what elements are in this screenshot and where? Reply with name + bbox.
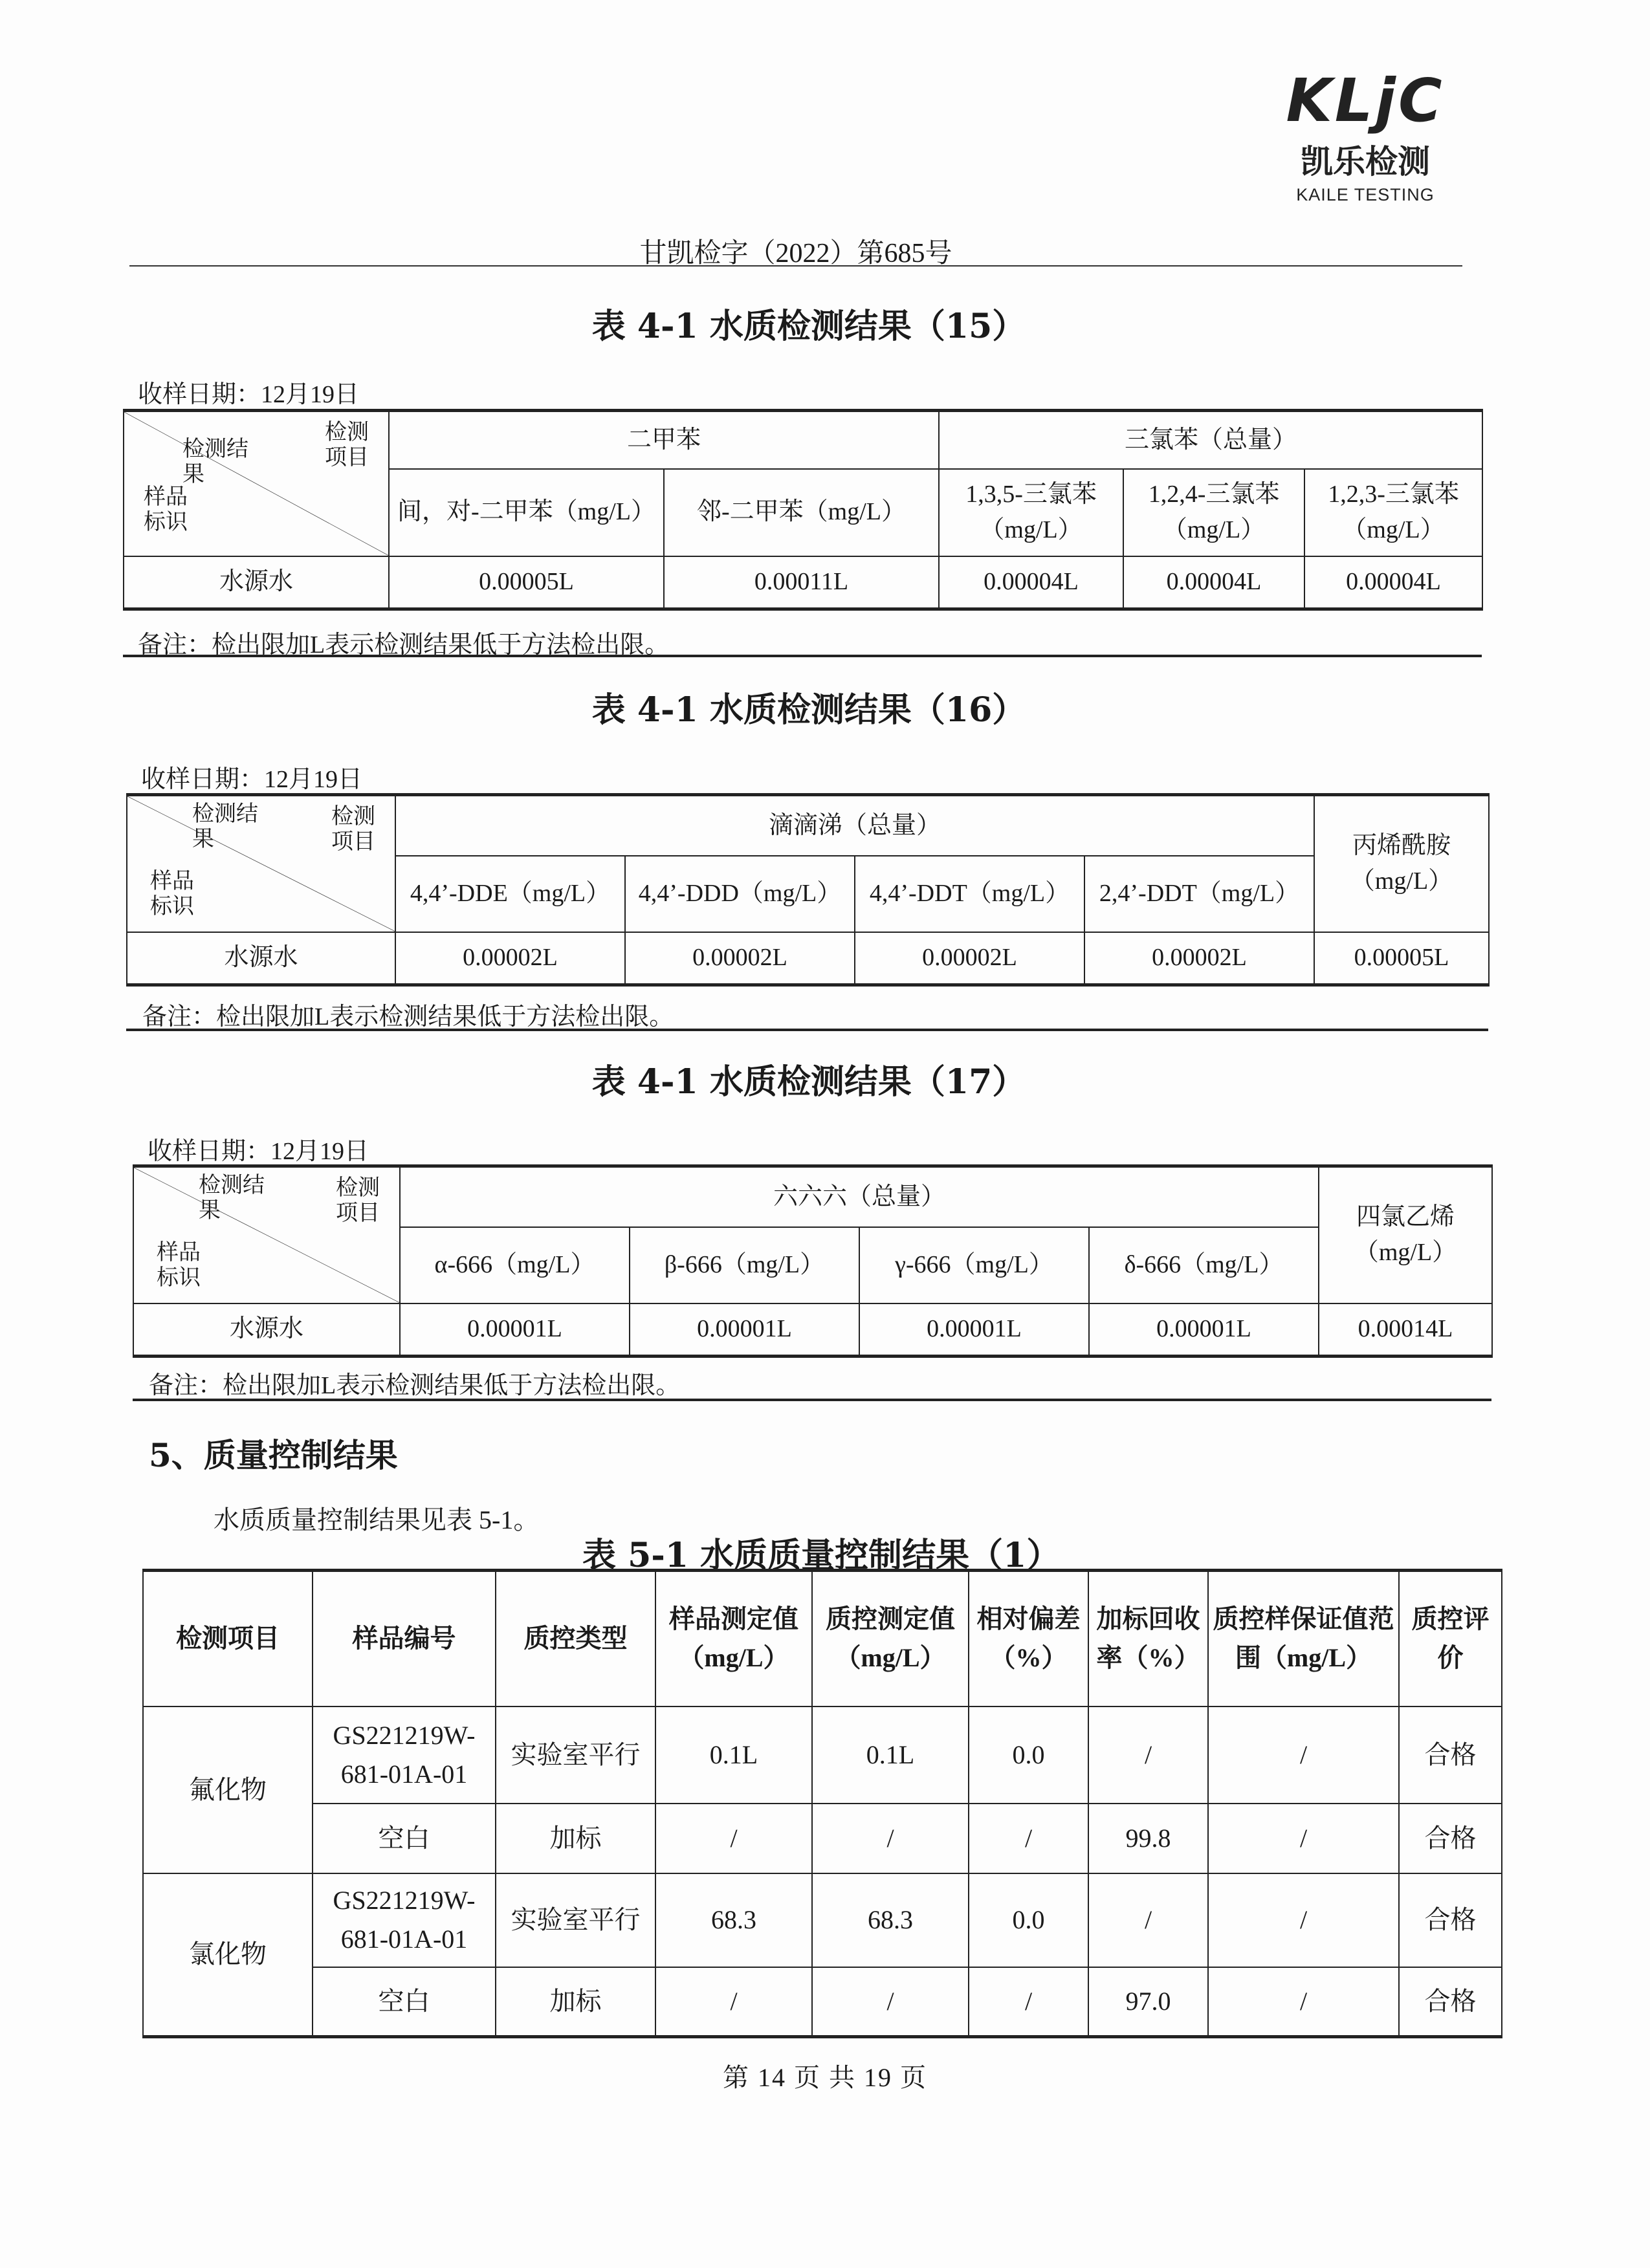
page-footer: 第 14 页 共 19 页 [723, 2063, 927, 2092]
result-cell: 0.00011L [664, 556, 939, 609]
logo-name-en: KAILE TESTING [1296, 185, 1435, 204]
qc-cell: 97.0 [1088, 1967, 1208, 2037]
group-header: 六六六（总量） [400, 1166, 1319, 1227]
company-logo [1281, 66, 1449, 205]
table-16-corner [127, 795, 395, 932]
column-header: 丙烯酰胺（mg/L） [1314, 795, 1489, 932]
result-cell: 0.00005L [1314, 932, 1489, 985]
row-label: 水源水 [133, 1303, 400, 1357]
column-header: 2,4’-DDT（mg/L） [1084, 856, 1314, 932]
table-17-receive-date: 收样日期：12月19日 [148, 1138, 369, 1165]
table-17-title: 表 4-1 水质检测结果（17） [591, 1062, 1026, 1102]
qc-cell: / [1208, 1706, 1399, 1804]
result-cell: 0.00001L [630, 1303, 859, 1357]
qc-header: 质控样保证值范围（mg/L） [1208, 1571, 1399, 1706]
table-17-remark: 备注：检出限加L表示检测结果低于方法检出限。 [149, 1372, 681, 1399]
table-16-title: 表 4-1 水质检测结果（16） [591, 690, 1026, 730]
qc-cell: 99.8 [1088, 1804, 1208, 1873]
result-cell: 0.00004L [1123, 556, 1304, 609]
column-header: 间，对-二甲苯（mg/L） [389, 469, 664, 556]
table-15-remark: 备注：检出限加L表示检测结果低于方法检出限。 [138, 631, 670, 659]
result-cell: 0.00014L [1319, 1303, 1492, 1357]
qc-header: 检测项目 [143, 1571, 313, 1706]
corner-sample-label: 样品标识 [157, 1241, 201, 1291]
header-divider [129, 265, 1462, 267]
qc-cell: 68.3 [812, 1873, 969, 1967]
corner-sample-label: 样品标识 [144, 485, 188, 535]
qc-cell: / [1088, 1873, 1208, 1967]
corner-result-label: 检测结果 [199, 1173, 265, 1223]
qc-header: 加标回收率（%） [1088, 1571, 1208, 1706]
qc-cell: / [655, 1967, 812, 2037]
result-cell: 0.00002L [625, 932, 855, 985]
corner-sample-label: 样品标识 [150, 869, 194, 919]
column-header: 4,4’-DDD（mg/L） [625, 856, 855, 932]
result-cell: 0.00004L [939, 556, 1123, 609]
qc-cell: / [812, 1967, 969, 2037]
result-cell: 0.00001L [859, 1303, 1089, 1357]
table-5-1-title: 表 5-1 水质质量控制结果（1） [582, 1536, 1061, 1575]
corner-result-label: 检测结果 [192, 802, 258, 852]
table-15-bottom-rule [123, 655, 1482, 657]
qc-cell: 合格 [1399, 1967, 1502, 2037]
qc-cell: / [655, 1804, 812, 1873]
table-17-bottom-rule [133, 1399, 1491, 1401]
qc-cell: 0.1L [812, 1706, 969, 1804]
table-row [143, 1967, 1502, 2037]
table-16-remark: 备注：检出限加L表示检测结果低于方法检出限。 [142, 1003, 674, 1030]
column-header: α-666（mg/L） [400, 1227, 630, 1303]
table-row [143, 1873, 1502, 1967]
section-5-intro: 水质质量控制结果见表 5-1。 [214, 1505, 540, 1534]
result-cell: 0.00002L [855, 932, 1084, 985]
qc-cell: 空白 [313, 1967, 496, 2037]
group-header: 二甲苯 [389, 411, 939, 469]
table-15-title: 表 4-1 水质检测结果（15） [591, 307, 1026, 346]
table-17 [133, 1164, 1493, 1358]
qc-item: 氯化物 [143, 1873, 313, 2037]
column-header: 邻-二甲苯（mg/L） [664, 469, 939, 556]
qc-header: 相对偏差（%） [969, 1571, 1088, 1706]
corner-item-label: 检测项目 [331, 805, 375, 855]
result-cell: 0.00001L [1089, 1303, 1319, 1357]
logo-mark: KLjC [1286, 66, 1445, 135]
qc-cell: / [1208, 1967, 1399, 2037]
qc-cell: GS221219W-681-01A-01 [313, 1873, 496, 1967]
table-17-corner [133, 1166, 400, 1303]
qc-header: 样品测定值（mg/L） [655, 1571, 812, 1706]
table-row [143, 1804, 1502, 1873]
section-5-heading: 5、质量控制结果 [149, 1436, 398, 1474]
table-16-bottom-rule [126, 1029, 1488, 1031]
qc-header: 质控类型 [496, 1571, 655, 1706]
qc-table [142, 1569, 1502, 2038]
row-label: 水源水 [124, 556, 389, 609]
column-header: β-666（mg/L） [630, 1227, 859, 1303]
result-cell: 0.00005L [389, 556, 664, 609]
qc-header: 质控测定值（mg/L） [812, 1571, 969, 1706]
group-header: 滴滴涕（总量） [395, 795, 1314, 856]
qc-cell: GS221219W-681-01A-01 [313, 1706, 496, 1804]
column-header: 1,2,4-三氯苯（mg/L） [1123, 469, 1304, 556]
table-16 [126, 793, 1490, 987]
qc-item: 氟化物 [143, 1706, 313, 1873]
qc-cell: / [812, 1804, 969, 1873]
qc-cell: 加标 [496, 1804, 655, 1873]
qc-cell: 加标 [496, 1967, 655, 2037]
qc-cell: 空白 [313, 1804, 496, 1873]
column-header: δ-666（mg/L） [1089, 1227, 1319, 1303]
corner-result-label: 检测结果 [182, 437, 248, 487]
document-number: 甘凯检字（2022）第685号 [639, 239, 952, 268]
column-header: γ-666（mg/L） [859, 1227, 1089, 1303]
corner-item-label: 检测项目 [336, 1176, 380, 1226]
column-header: 4,4’-DDT（mg/L） [855, 856, 1084, 932]
column-header: 1,3,5-三氯苯（mg/L） [939, 469, 1123, 556]
result-cell: 0.00002L [1084, 932, 1314, 985]
table-16-receive-date: 收样日期：12月19日 [141, 766, 363, 793]
column-header: 四氯乙烯（mg/L） [1319, 1166, 1492, 1303]
qc-cell: 合格 [1399, 1873, 1502, 1967]
group-header: 三氯苯（总量） [939, 411, 1482, 469]
table-15-corner [124, 411, 389, 556]
row-label: 水源水 [127, 932, 395, 985]
qc-cell: / [969, 1804, 1088, 1873]
table-15-receive-date: 收样日期：12月19日 [138, 381, 360, 408]
table-15 [123, 409, 1483, 611]
qc-cell: / [1208, 1804, 1399, 1873]
column-header: 4,4’-DDE（mg/L） [395, 856, 625, 932]
result-cell: 0.00001L [400, 1303, 630, 1357]
logo-name-cn: 凯乐检测 [1301, 143, 1430, 180]
qc-cell: 0.1L [655, 1706, 812, 1804]
column-header: 1,2,3-三氯苯（mg/L） [1304, 469, 1482, 556]
table-row [143, 1706, 1502, 1804]
qc-cell: / [1208, 1873, 1399, 1967]
corner-item-label: 检测项目 [325, 420, 369, 470]
qc-cell: 实验室平行 [496, 1706, 655, 1804]
qc-cell: / [1088, 1706, 1208, 1804]
qc-cell: 0.0 [969, 1873, 1088, 1967]
result-cell: 0.00002L [395, 932, 625, 985]
result-cell: 0.00004L [1304, 556, 1482, 609]
qc-header: 样品编号 [313, 1571, 496, 1706]
qc-cell: 合格 [1399, 1706, 1502, 1804]
qc-cell: 0.0 [969, 1706, 1088, 1804]
qc-cell: / [969, 1967, 1088, 2037]
qc-cell: 68.3 [655, 1873, 812, 1967]
qc-header: 质控评价 [1399, 1571, 1502, 1706]
qc-cell: 实验室平行 [496, 1873, 655, 1967]
qc-cell: 合格 [1399, 1804, 1502, 1873]
